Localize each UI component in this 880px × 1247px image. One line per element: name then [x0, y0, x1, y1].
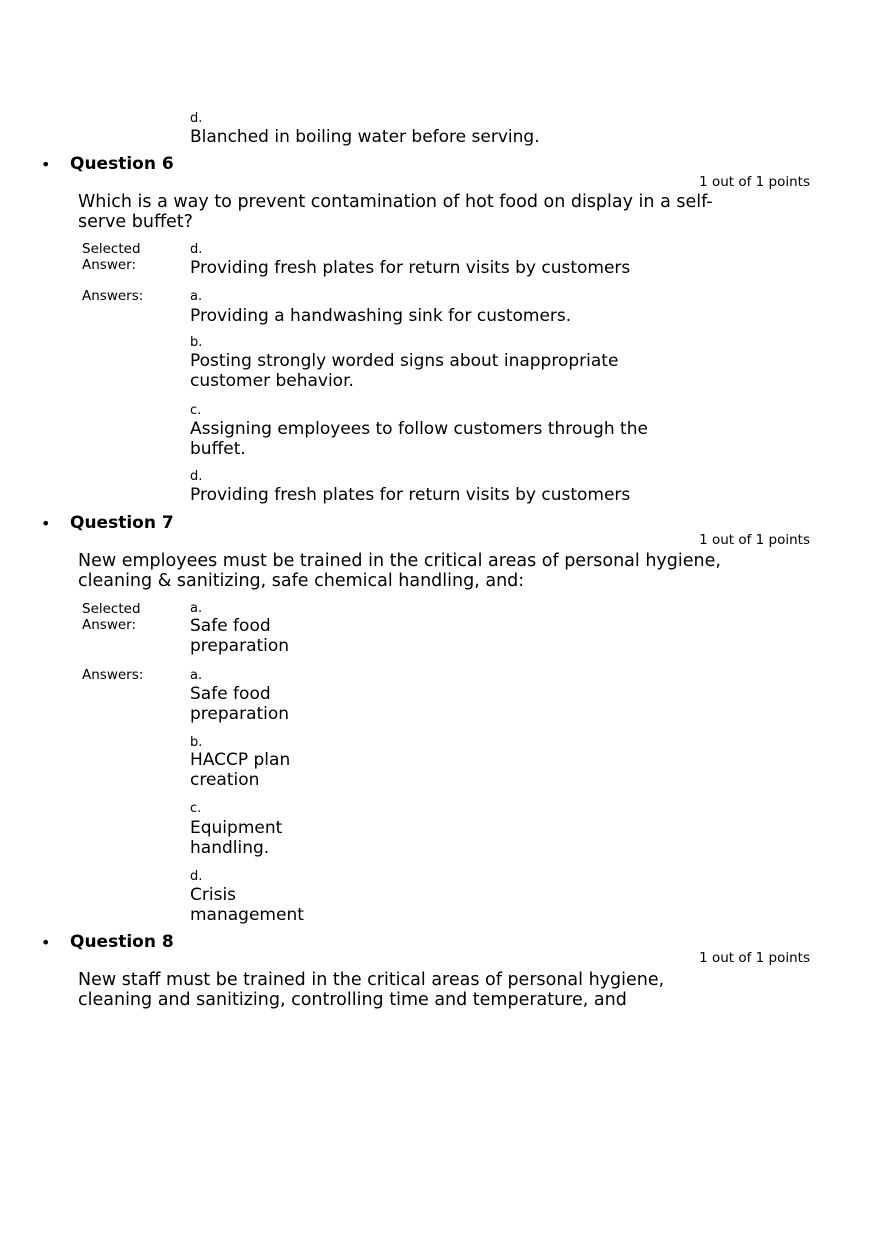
question-6-text-line1: Which is a way to prevent contamination of hot food on display in a self-: [78, 192, 713, 212]
selected-answer-label-2: Answer:: [82, 257, 137, 273]
answer-text: creation: [190, 770, 260, 790]
answer-letter: b.: [190, 335, 203, 350]
answer-letter: d.: [190, 111, 203, 126]
selected-answer-letter: d.: [190, 242, 203, 257]
selected-answer-label: Selected: [82, 241, 141, 257]
answer-text: HACCP plan: [190, 750, 291, 770]
answer-letter: b.: [190, 735, 203, 750]
question-8-points: 1 out of 1 points: [699, 950, 810, 966]
answer-letter: c.: [190, 403, 202, 418]
question-7-points: 1 out of 1 points: [699, 532, 810, 548]
answer-text: handling.: [190, 838, 270, 858]
selected-answer-label: Selected: [82, 601, 141, 617]
selected-answer-letter: a.: [190, 601, 203, 616]
answer-text: management: [190, 905, 304, 925]
answers-label: Answers:: [82, 288, 144, 304]
answer-text: Providing fresh plates for return visits by customers: [190, 485, 631, 505]
answers-label: Answers:: [82, 667, 144, 683]
question-7-text-line1: New employees must be trained in the critical areas of personal hygiene,: [78, 551, 721, 571]
question-8-title: Question 8: [70, 932, 174, 952]
answer-text: customer behavior.: [190, 371, 354, 391]
answer-text: Safe food: [190, 684, 271, 704]
selected-answer-text: Providing fresh plates for return visits by customers: [190, 258, 631, 278]
selected-answer-text: preparation: [190, 636, 290, 656]
answer-letter: d.: [190, 869, 203, 884]
answer-text: Assigning employees to follow customers through the: [190, 419, 648, 439]
selected-answer-label-2: Answer:: [82, 617, 137, 633]
question-8-text-line2: cleaning and sanitizing, controlling time and temperature, and: [78, 990, 627, 1010]
selected-answer-text: Safe food: [190, 616, 271, 636]
question-6-points: 1 out of 1 points: [699, 174, 810, 190]
question-6-title: Question 6: [70, 154, 174, 174]
answer-text: Blanched in boiling water before serving.: [190, 127, 540, 147]
answer-letter: a.: [190, 668, 203, 683]
answer-letter: a.: [190, 289, 203, 304]
answer-text: Crisis: [190, 885, 237, 905]
answer-letter: c.: [190, 801, 202, 816]
question-6-text-line2: serve buffet?: [78, 212, 193, 232]
answer-text: buffet.: [190, 439, 246, 459]
bullet-icon: •: [41, 155, 51, 174]
bullet-icon: •: [41, 933, 51, 952]
answer-text: Providing a handwashing sink for customers.: [190, 306, 572, 326]
question-8-text-line1: New staff must be trained in the critical areas of personal hygiene,: [78, 970, 665, 990]
bullet-icon: •: [41, 514, 51, 533]
question-7-title: Question 7: [70, 513, 174, 533]
answer-text: Equipment: [190, 818, 283, 838]
answer-letter: d.: [190, 469, 203, 484]
question-7-text-line2: cleaning & sanitizing, safe chemical handling, and:: [78, 571, 525, 591]
answer-text: preparation: [190, 704, 290, 724]
answer-text: Posting strongly worded signs about inappropriate: [190, 351, 619, 371]
